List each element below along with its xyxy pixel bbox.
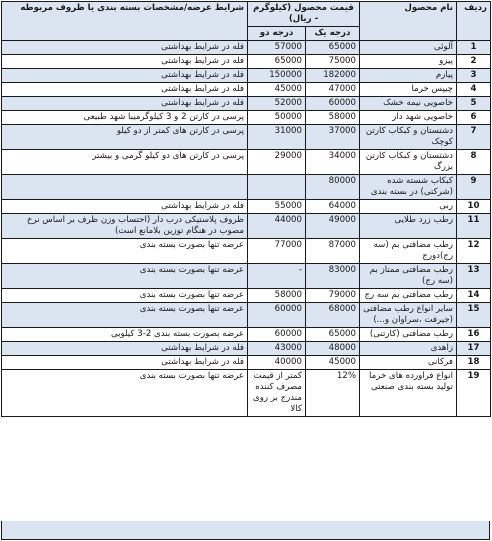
row-number: 15 xyxy=(457,303,491,328)
product-name: سایر انواع رطب مضافتی (جیرفت ،سراوان و...) xyxy=(360,303,457,328)
supply-conditions: پرسی در کارتن 2 و 3 کیلوگرمیبا شهد طبیعی xyxy=(2,111,248,125)
price-grade-one: 79000 xyxy=(306,289,360,303)
table-footer-band xyxy=(1,521,490,540)
table-row xyxy=(2,111,491,125)
table-body xyxy=(2,41,491,417)
product-name: دشتستان و کبکاب کارتن کوچک xyxy=(360,125,457,150)
product-name: خاصویی نیمه خشک xyxy=(360,97,457,111)
supply-conditions: عرضه تنها بصورت بسته بندی xyxy=(2,303,248,328)
price-grade-two: 77000 xyxy=(248,239,306,264)
product-name: رطب مضافتی ممتاز بم (سه رج) xyxy=(360,264,457,289)
price-table xyxy=(1,1,491,417)
row-number: 10 xyxy=(457,200,491,214)
supply-conditions: پرسی در کارتن های دو کیلو گرمی و بیشتر xyxy=(2,150,248,175)
product-name: پیارم xyxy=(360,69,457,83)
price-grade-two: 40000 xyxy=(248,356,306,370)
supply-conditions: عرضه تنها بصورت بسته بندی xyxy=(2,289,248,303)
row-number: 13 xyxy=(457,264,491,289)
price-grade-two: 29000 xyxy=(248,150,306,175)
supply-conditions: فله در شرایط بهداشتی xyxy=(2,69,248,83)
product-name: چیپس خرما xyxy=(360,83,457,97)
product-name: ربی xyxy=(360,200,457,214)
product-name: آلوئی xyxy=(360,41,457,55)
row-number: 4 xyxy=(457,83,491,97)
table-row xyxy=(2,289,491,303)
supply-conditions: ظروف پلاستیکی درب دار (احتساب وزن ظرف بر اساس نرخ مصوب در هنگام توزین بلامانع است) xyxy=(2,214,248,239)
price-grade-one: 182000 xyxy=(306,69,360,83)
header-conditions: شرایط عرضه/مشخصات بسته بندی یا ظروف مربوطه xyxy=(2,2,248,41)
row-number: 16 xyxy=(457,328,491,342)
supply-conditions: عرضه تنها بصورت بسته بندی xyxy=(2,239,248,264)
table-row xyxy=(2,214,491,239)
price-grade-one: 83000 xyxy=(306,264,360,289)
supply-conditions: فله در شرایط بهداشتی xyxy=(2,41,248,55)
price-grade-one: 87000 xyxy=(306,239,360,264)
product-name: زاهدی xyxy=(360,342,457,356)
product-name: رطب مضافتی بم سه رج xyxy=(360,289,457,303)
row-number: 17 xyxy=(457,342,491,356)
table-row xyxy=(2,328,491,342)
row-number: 8 xyxy=(457,150,491,175)
product-name: فرکانی xyxy=(360,356,457,370)
header-grade-one: درجه یک xyxy=(306,27,360,41)
price-grade-one: 80000 xyxy=(306,175,360,200)
supply-conditions: فله در شرایط بهداشتی xyxy=(2,83,248,97)
price-grade-one: 65000 xyxy=(306,41,360,55)
table-row xyxy=(2,264,491,289)
table-row xyxy=(2,342,491,356)
row-number: 18 xyxy=(457,356,491,370)
table-row xyxy=(2,370,491,417)
price-grade-two: 45000 xyxy=(248,83,306,97)
product-name: رطب مضافتی (کارتنی) xyxy=(360,328,457,342)
price-grade-two: 150000 xyxy=(248,69,306,83)
product-name: خاصویی شهد دار xyxy=(360,111,457,125)
product-name: رطب زرد طلایی xyxy=(360,214,457,239)
product-name: پیزو xyxy=(360,55,457,69)
table-row xyxy=(2,69,491,83)
supply-conditions: فله در شرایط بهداشتی xyxy=(2,342,248,356)
price-grade-two: 60000 xyxy=(248,303,306,328)
header-price: قیمت محصول (کیلوگرم - ریال) xyxy=(248,2,360,27)
row-number: 7 xyxy=(457,125,491,150)
supply-conditions: عرضه تنها بصورت بسته بندی xyxy=(2,264,248,289)
row-number: 19 xyxy=(457,370,491,417)
table-row xyxy=(2,356,491,370)
price-grade-two: 31000 xyxy=(248,125,306,150)
row-number: 14 xyxy=(457,289,491,303)
supply-conditions: فله در شرایط بهداشتی xyxy=(2,55,248,69)
price-grade-two: 65000 xyxy=(248,55,306,69)
supply-conditions: عرضه بصورت بسته بندی 2-3 کیلویی xyxy=(2,328,248,342)
row-number: 3 xyxy=(457,69,491,83)
table-row xyxy=(2,239,491,264)
price-grade-two: 60000 xyxy=(248,328,306,342)
price-grade-two xyxy=(248,175,306,200)
price-grade-one: 65000 xyxy=(306,328,360,342)
price-grade-one: 75000 xyxy=(306,55,360,69)
price-grade-one: 12% xyxy=(306,370,360,417)
price-grade-one: 48000 xyxy=(306,342,360,356)
supply-conditions: فله در شرایط بهداشتی xyxy=(2,200,248,214)
table-row xyxy=(2,55,491,69)
row-number: 1 xyxy=(457,41,491,55)
price-grade-one: 37000 xyxy=(306,125,360,150)
header-product-name: نام محصول xyxy=(360,2,457,41)
table-row xyxy=(2,125,491,150)
price-grade-one: 58000 xyxy=(306,111,360,125)
table-row xyxy=(2,175,491,200)
price-grade-one: 34000 xyxy=(306,150,360,175)
price-grade-two: 57000 xyxy=(248,41,306,55)
product-name: رطب مضافتی بم (سه رج)دورج xyxy=(360,239,457,264)
row-number: 12 xyxy=(457,239,491,264)
row-number: 9 xyxy=(457,175,491,200)
price-grade-one: 60000 xyxy=(306,97,360,111)
price-grade-one: 49000 xyxy=(306,214,360,239)
price-grade-two: - xyxy=(248,264,306,289)
price-grade-two: کمتر از قیمت مصرف کننده مندرج بر روی کالا xyxy=(248,370,306,417)
supply-conditions: عرضه تنها بصورت بسته بندی xyxy=(2,370,248,417)
supply-conditions: پرسی در کارتن های کمتر از دو کیلو xyxy=(2,125,248,150)
price-grade-two: 58000 xyxy=(248,289,306,303)
price-grade-two: 43000 xyxy=(248,342,306,356)
price-grade-one: 47000 xyxy=(306,83,360,97)
table-row xyxy=(2,150,491,175)
product-name: انواع فراورده های خرما تولید بسته بندی صنعتی xyxy=(360,370,457,417)
table-row xyxy=(2,41,491,55)
header-row-number: ردیف xyxy=(457,2,491,41)
product-name: کبکاب شسته شده (شرکتی) در بسته بندی xyxy=(360,175,457,200)
supply-conditions: فله در شرایط بهداشتی xyxy=(2,356,248,370)
supply-conditions: فله در شرایط بهداشتی xyxy=(2,97,248,111)
product-name: دشتستان و کبکاب کارتن بزرگ xyxy=(360,150,457,175)
price-grade-two: 55000 xyxy=(248,200,306,214)
row-number: 2 xyxy=(457,55,491,69)
price-grade-two: 44000 xyxy=(248,214,306,239)
row-number: 5 xyxy=(457,97,491,111)
table-row xyxy=(2,303,491,328)
row-number: 6 xyxy=(457,111,491,125)
table-row xyxy=(2,83,491,97)
supply-conditions xyxy=(2,175,248,200)
header-grade-two: درجه دو xyxy=(248,27,306,41)
price-grade-two: 52000 xyxy=(248,97,306,111)
table-row xyxy=(2,200,491,214)
price-grade-two: 50000 xyxy=(248,111,306,125)
price-grade-one: 64000 xyxy=(306,200,360,214)
price-grade-one: 45000 xyxy=(306,356,360,370)
row-number: 11 xyxy=(457,214,491,239)
price-grade-one: 68000 xyxy=(306,303,360,328)
table-row xyxy=(2,97,491,111)
